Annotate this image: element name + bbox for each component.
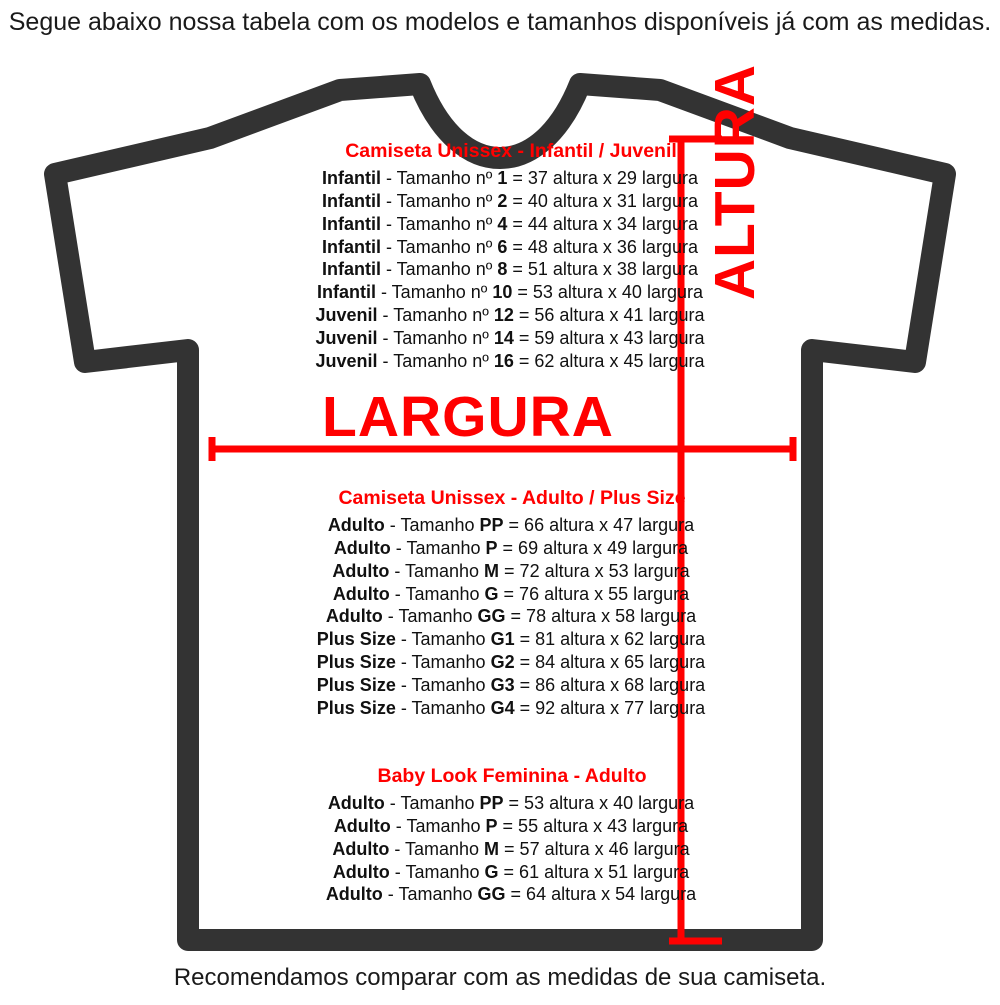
size-row [0, 838, 1000, 861]
size-row-group: Adulto [332, 583, 390, 604]
size-row-size: M [484, 838, 500, 859]
size-row [0, 628, 1000, 651]
size-row-measures: = 56 altura x 41 largura [513, 305, 705, 326]
size-row [0, 281, 1000, 304]
size-row [0, 167, 1000, 190]
size-row [0, 651, 1000, 674]
size-row-size: M [484, 560, 500, 581]
size-row-group: Plus Size [316, 697, 396, 718]
size-row-group: Infantil [317, 282, 377, 303]
page-title: Segue abaixo nossa tabela com os modelos e tamanhos disponíveis já com as medidas. [8, 8, 992, 36]
size-row-measures: = 69 altura x 49 largura [497, 537, 689, 558]
size-row-measures: = 92 altura x 77 largura [514, 697, 706, 718]
size-row-separator: - Tamanho nº [377, 350, 494, 371]
size-row [0, 190, 1000, 213]
size-row-size: 2 [497, 190, 508, 211]
size-row-measures: = 48 altura x 36 largura [507, 236, 698, 257]
size-row-size: 8 [497, 259, 508, 280]
size-row-separator: - Tamanho nº [381, 213, 498, 234]
block-title: Camiseta Unissex - Infantil / Juvenil [345, 140, 677, 162]
size-row-group: Adulto [332, 861, 390, 882]
size-row-group: Infantil [322, 236, 382, 257]
size-row-size: P [485, 537, 498, 558]
size-row [0, 327, 1000, 350]
size-row [0, 674, 1000, 697]
size-row [0, 792, 1000, 815]
size-row-size: PP [479, 515, 504, 535]
size-row-group: Plus Size [316, 675, 396, 696]
size-row-separator: - Tamanho [395, 697, 491, 718]
size-row-group: Adulto [332, 838, 390, 859]
size-row-size: GG [477, 606, 506, 627]
size-row-measures: = 44 altura x 34 largura [507, 213, 698, 234]
size-block-adulto [0, 487, 1000, 720]
size-row-measures: = 61 altura x 51 largura [498, 861, 690, 882]
size-row [0, 258, 1000, 281]
size-row-measures: = 57 altura x 46 largura [499, 838, 690, 859]
size-row-measures: = 76 altura x 55 largura [498, 583, 690, 604]
size-row-size: P [485, 815, 498, 836]
size-row [0, 815, 1000, 838]
size-row [0, 537, 1000, 560]
size-row-size: 10 [492, 282, 513, 303]
size-row-group: Adulto [332, 560, 390, 581]
size-row-measures: = 37 altura x 29 largura [507, 168, 698, 188]
size-row-group: Plus Size [316, 652, 396, 673]
size-row-measures: = 40 altura x 31 largura [507, 190, 698, 211]
size-row-group: Adulto [325, 884, 383, 905]
size-row-group: Adulto [325, 606, 383, 627]
size-row-group: Juvenil [315, 305, 378, 326]
size-row-size: 4 [497, 213, 508, 234]
size-row-separator: - Tamanho [384, 793, 480, 813]
size-row [0, 605, 1000, 628]
size-row-size: PP [479, 793, 504, 813]
block-title: Baby Look Feminina - Adulto [377, 765, 647, 787]
size-row-list [0, 514, 1000, 720]
size-row [0, 350, 1000, 373]
size-row-measures: = 59 altura x 43 largura [513, 328, 705, 349]
size-row-separator: - Tamanho [395, 652, 491, 673]
size-block-baby [0, 765, 1000, 906]
size-row-group: Juvenil [315, 350, 378, 371]
block-title: Camiseta Unissex - Adulto / Plus Size [338, 487, 686, 509]
size-row-separator: - Tamanho [395, 675, 491, 696]
size-row-separator: - Tamanho [395, 629, 491, 650]
size-row-measures: = 81 altura x 62 largura [514, 629, 706, 650]
size-row-list [0, 792, 1000, 906]
label-altura: ALTURA [703, 63, 767, 300]
size-row-separator: - Tamanho nº [381, 259, 498, 280]
size-row-group: Infantil [322, 213, 382, 234]
size-row-separator: - Tamanho nº [381, 168, 498, 188]
label-largura: LARGURA [322, 385, 614, 449]
size-row-separator: - Tamanho nº [377, 305, 494, 326]
size-row [0, 236, 1000, 259]
size-row-separator: - Tamanho nº [376, 282, 493, 303]
size-row-separator: - Tamanho nº [381, 236, 498, 257]
size-row-measures: = 72 altura x 53 largura [499, 560, 690, 581]
size-row-size: G3 [490, 675, 515, 696]
size-row-separator: - Tamanho [390, 537, 486, 558]
size-row [0, 514, 1000, 537]
size-row-separator: - Tamanho [384, 515, 480, 535]
size-row-separator: - Tamanho [389, 583, 485, 604]
size-row-list [0, 167, 1000, 373]
size-row-size: 16 [493, 350, 514, 371]
size-row-size: G [484, 583, 499, 604]
size-row-measures: = 53 altura x 40 largura [503, 793, 695, 813]
size-row-measures: = 62 altura x 45 largura [513, 350, 705, 371]
size-row-separator: - Tamanho [382, 606, 478, 627]
size-row-measures: = 84 altura x 65 largura [514, 652, 706, 673]
size-row-measures: = 66 altura x 47 largura [503, 515, 695, 535]
size-row-group: Juvenil [315, 328, 378, 349]
size-row-measures: = 53 altura x 40 largura [512, 282, 703, 303]
size-row-size: G [484, 861, 499, 882]
size-row-size: GG [477, 884, 506, 905]
size-row-size: 14 [493, 328, 514, 349]
size-row-size: G2 [490, 652, 515, 673]
size-row-group: Adulto [327, 793, 385, 813]
size-row-group: Infantil [322, 259, 382, 280]
size-row-size: 12 [493, 305, 514, 326]
size-block-infantil [0, 140, 1000, 373]
size-row-group: Adulto [333, 815, 391, 836]
size-row-separator: - Tamanho nº [377, 328, 494, 349]
size-row-size: 1 [497, 168, 508, 188]
footer-note: Recomendamos comparar com as medidas de sua camiseta. [173, 964, 827, 991]
size-row [0, 304, 1000, 327]
size-row-separator: - Tamanho [390, 815, 486, 836]
size-row [0, 213, 1000, 236]
size-row [0, 861, 1000, 884]
size-row-measures: = 78 altura x 58 largura [505, 606, 697, 627]
size-row-separator: - Tamanho [389, 560, 485, 581]
size-row-measures: = 51 altura x 38 largura [507, 259, 698, 280]
size-row-measures: = 64 altura x 54 largura [505, 884, 697, 905]
size-row [0, 697, 1000, 720]
size-row-group: Infantil [322, 190, 382, 211]
size-row-separator: - Tamanho nº [381, 190, 498, 211]
size-row-measures: = 86 altura x 68 largura [514, 675, 706, 696]
size-row-size: G1 [490, 629, 515, 650]
size-row-size: G4 [490, 697, 515, 718]
size-row-measures: = 55 altura x 43 largura [497, 815, 689, 836]
size-row-group: Plus Size [316, 629, 396, 650]
size-row-group: Infantil [322, 168, 382, 188]
size-row-separator: - Tamanho [389, 861, 485, 882]
size-row-separator: - Tamanho [382, 884, 478, 905]
size-row-separator: - Tamanho [389, 838, 485, 859]
size-row-group: Adulto [327, 515, 385, 535]
size-row-group: Adulto [333, 537, 391, 558]
size-row [0, 583, 1000, 606]
size-row [0, 883, 1000, 906]
size-row-size: 6 [497, 236, 508, 257]
size-row [0, 560, 1000, 583]
